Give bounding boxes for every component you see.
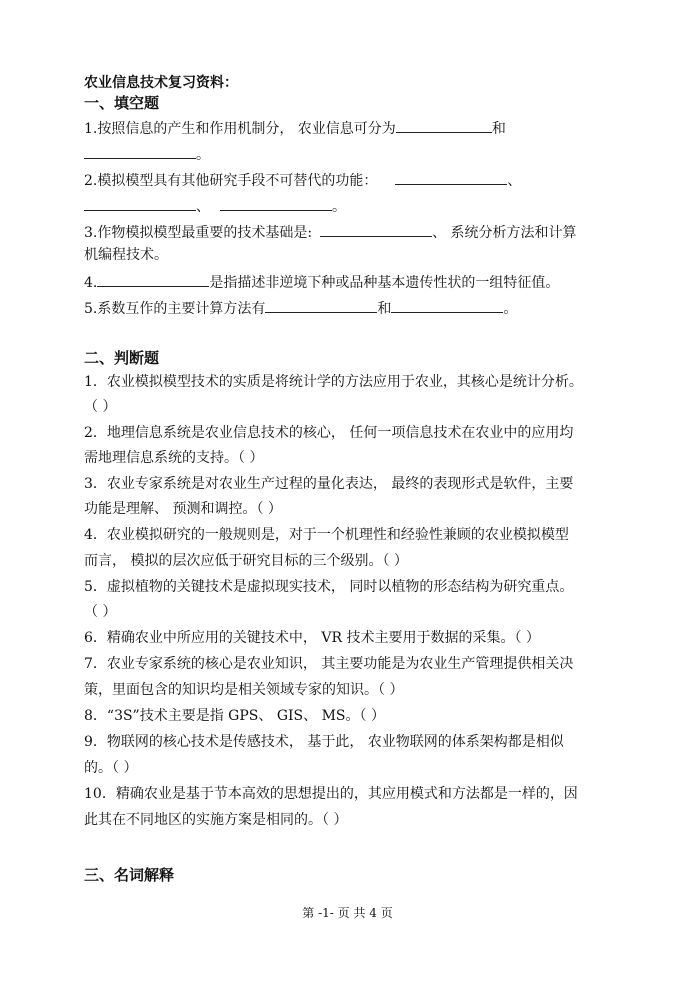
- judge-line: 而言， 模拟的层次应低于研究目标的三个级别。（ ）: [84, 553, 408, 569]
- question-5-line-1: [84, 298, 517, 318]
- judge-line: 6．精确农业中所应用的关键技术中， VR 技术主要用于数据的采集。（ ）: [84, 630, 540, 646]
- question-1-line-2: [84, 144, 210, 164]
- answer-blank: [391, 298, 503, 313]
- document-title: 农业信息技术复习资料：: [84, 75, 238, 91]
- question-text: 1.按照信息的产生和作用机制分， 农业信息可分为: [84, 121, 396, 137]
- answer-blank: [265, 298, 377, 313]
- judge-line: （ ）: [84, 399, 117, 415]
- judge-line: 3．农业专家系统是对农业生产过程的量化表达， 最终的表现形式是软件，主要: [84, 476, 574, 492]
- judge-line: 10．精确农业是基于节本高效的思想提出的，其应用模式和方法都是一样的，因: [84, 786, 578, 802]
- question-1-line-1: [84, 118, 506, 138]
- judge-line: 1．农业模拟模型技术的实质是将统计学的方法应用于农业，其核心是统计分析。: [84, 374, 583, 390]
- judge-line: 策，里面包含的知识均是相关领域专家的知识。（ ）: [84, 682, 404, 698]
- question-text: 2.模拟模型具有其他研究手段不可替代的功能：: [84, 173, 378, 189]
- question-text: 和: [491, 121, 506, 137]
- answer-blank: [220, 196, 332, 211]
- question-text: 4.: [84, 275, 98, 291]
- judge-line: 5．虚拟植物的关键技术是虚拟现实技术， 同时以植物的形态结构为研究重点。: [84, 579, 574, 595]
- judge-line: 9．物联网的核心技术是传感技术， 基于此， 农业物联网的体系架构都是相似: [84, 734, 564, 750]
- judge-line: 的。（ ）: [84, 760, 138, 776]
- judge-line: 4．农业模拟研究的一般规则是，对于一个机理性和经验性兼顾的农业模拟模型: [84, 527, 569, 543]
- question-3-line-1: [84, 222, 577, 242]
- question-text: 、 系统分析方法和计算: [432, 225, 577, 241]
- question-text: 、: [507, 173, 522, 189]
- judge-line: 此其在不同地区的实施方案是相同的。（ ）: [84, 812, 348, 828]
- judge-line: 7．农业专家系统的核心是农业知识， 其主要功能是为农业生产管理提供相关决: [84, 656, 574, 672]
- judge-line: 2．地理信息系统是农业信息技术的核心， 任何一项信息技术在农业中的应用均: [84, 425, 574, 441]
- answer-blank: [320, 222, 432, 237]
- question-2-line-2: [84, 196, 346, 216]
- question-text: 。: [332, 199, 346, 215]
- answer-blank: [84, 144, 196, 159]
- section-heading-fill-blank: 一、填空题: [84, 94, 160, 112]
- answer-blank: [395, 170, 507, 185]
- answer-blank: [84, 196, 196, 211]
- judge-line: 8．“3S”技术主要是指 GPS、 GIS、 MS。（ ）: [84, 708, 385, 724]
- question-text: 3.作物模拟模型最重要的技术基础是:: [84, 225, 313, 241]
- section-heading-true-false: 二、判断题: [84, 349, 160, 367]
- question-text: 。: [503, 301, 518, 317]
- question-2-line-1: [84, 170, 521, 190]
- question-3-line-2: 机编程技术。: [84, 247, 168, 263]
- question-text: 。: [196, 147, 210, 163]
- question-text: 和: [377, 301, 392, 317]
- section-heading-term-definition: 三、名词解释: [84, 866, 175, 884]
- question-text: 、: [196, 199, 210, 215]
- answer-blank: [396, 118, 492, 133]
- judge-line: 需地理信息系统的支持。（ ）: [84, 450, 264, 466]
- question-text: 5.系数互作的主要计算方法有: [84, 301, 266, 317]
- judge-line: 功能是理解、 预测和调控。（ ）: [84, 501, 282, 517]
- answer-blank: [97, 272, 209, 287]
- question-text: 是指描述非逆境下种或品种基本遗传性状的一组特征值。: [209, 275, 560, 291]
- page-footer: 第 -1- 页 共 4 页: [302, 906, 393, 920]
- judge-line: （ ）: [84, 604, 117, 620]
- question-4-line-1: [84, 272, 559, 292]
